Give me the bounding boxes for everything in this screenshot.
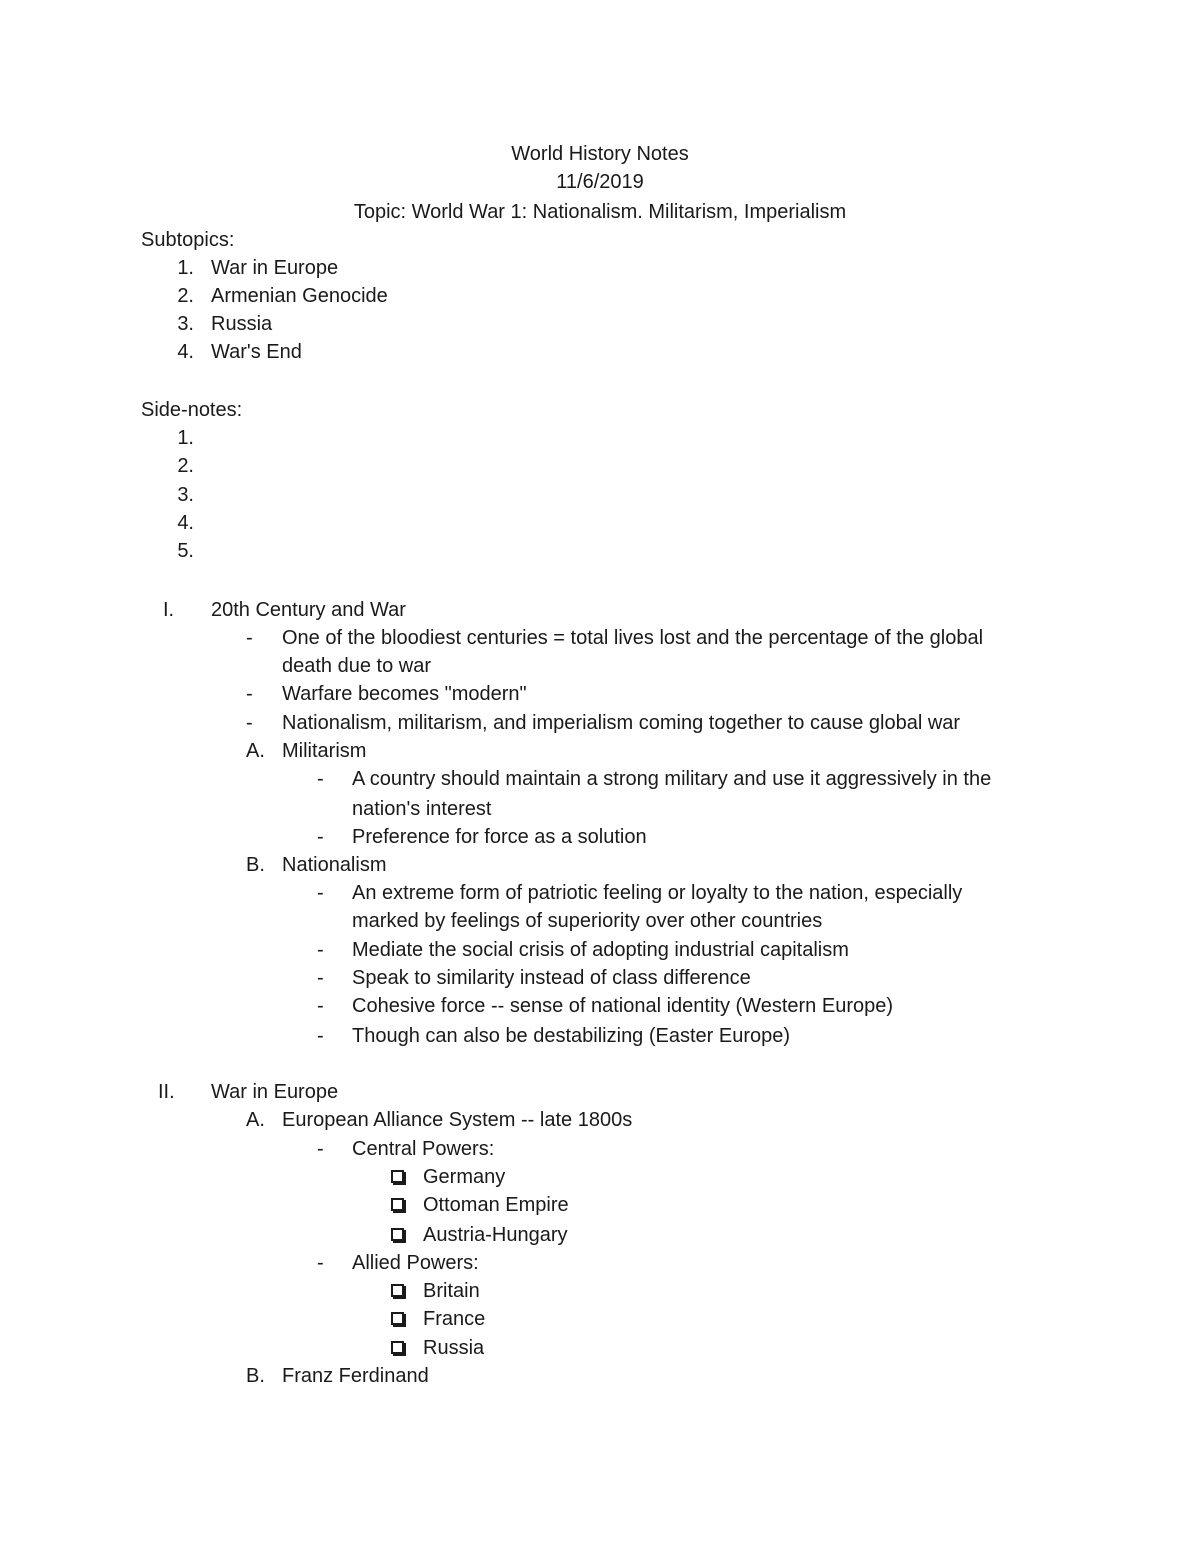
- checkbox-icon: [391, 1312, 404, 1325]
- bullet-text: Mediate the social crisis of adopting industrial capitalism: [352, 939, 849, 961]
- bullet-text: Though can also be destabilizing (Easter Europe): [352, 1025, 791, 1047]
- bullet-text: Warfare becomes "modern": [282, 683, 527, 705]
- bullet-dash: -: [246, 712, 253, 734]
- checklist-item: Germany: [423, 1166, 506, 1188]
- checkbox-icon: [391, 1198, 404, 1211]
- list-marker: 1.: [177, 427, 194, 449]
- checklist-item: Russia: [423, 1337, 485, 1359]
- subtopics-label: Subtopics:: [141, 229, 235, 251]
- group-label: Central Powers:: [352, 1138, 495, 1160]
- list-marker: 2.: [177, 285, 194, 307]
- bullet-dash: -: [317, 967, 324, 989]
- subtopic-item: Russia: [211, 313, 273, 335]
- subsection-title: Franz Ferdinand: [282, 1365, 429, 1387]
- checklist-item: France: [423, 1308, 486, 1330]
- section-title: War in Europe: [211, 1081, 339, 1103]
- bullet-dash: -: [246, 627, 253, 649]
- bullet-dash: -: [317, 1138, 324, 1160]
- subsection-marker: A.: [246, 1109, 265, 1131]
- subtopic-item: War in Europe: [211, 257, 339, 279]
- bullet-text: An extreme form of patriotic feeling or loyalty to the nation, especially: [352, 882, 963, 904]
- topic-line: Topic: World War 1: Nationalism. Militarism, Imperialism: [353, 201, 847, 223]
- bullet-dash: -: [317, 768, 324, 790]
- checklist-item: Austria-Hungary: [423, 1224, 568, 1246]
- list-marker: 4.: [177, 341, 194, 363]
- checkbox-icon: [391, 1228, 404, 1241]
- list-marker: 1.: [177, 257, 194, 279]
- subtopic-item: War's End: [211, 341, 302, 363]
- bullet-text: Cohesive force -- sense of national identity (Western Europe): [352, 995, 894, 1017]
- subsection-marker: B.: [246, 1365, 265, 1387]
- bullet-dash: -: [317, 826, 324, 848]
- section-marker: I.: [163, 599, 175, 621]
- bullet-text: Nationalism, militarism, and imperialism coming together to cause global war: [282, 712, 961, 734]
- bullet-dash: -: [246, 683, 253, 705]
- checkbox-icon: [391, 1170, 404, 1183]
- list-marker: 3.: [177, 313, 194, 335]
- bullet-text: death due to war: [282, 655, 431, 677]
- bullet-dash: -: [317, 882, 324, 904]
- subsection-title: Militarism: [282, 740, 367, 762]
- bullet-dash: -: [317, 939, 324, 961]
- list-marker: 5.: [177, 540, 194, 562]
- checklist-item: Ottoman Empire: [423, 1194, 569, 1216]
- subsection-title: Nationalism: [282, 854, 387, 876]
- group-label: Allied Powers:: [352, 1252, 479, 1274]
- checkbox-icon: [391, 1284, 404, 1297]
- bullet-dash: -: [317, 1025, 324, 1047]
- note-date: 11/6/2019: [556, 171, 644, 193]
- checklist-item: Britain: [423, 1280, 480, 1302]
- sidenotes-label: Side-notes:: [141, 399, 243, 421]
- subtopic-item: Armenian Genocide: [211, 285, 388, 307]
- subsection-marker: B.: [246, 854, 265, 876]
- bullet-text: Speak to similarity instead of class difference: [352, 967, 751, 989]
- bullet-dash: -: [317, 1252, 324, 1274]
- subsection-title: European Alliance System -- late 1800s: [282, 1109, 633, 1131]
- bullet-text: Preference for force as a solution: [352, 826, 647, 848]
- list-marker: 2.: [177, 455, 194, 477]
- bullet-text: A country should maintain a strong military and use it aggressively in the: [352, 768, 992, 790]
- bullet-dash: -: [317, 995, 324, 1017]
- subsection-marker: A.: [246, 740, 265, 762]
- bullet-text: nation's interest: [352, 798, 492, 820]
- bullet-text: One of the bloodiest centuries = total lives lost and the percentage of the global: [282, 627, 984, 649]
- list-marker: 4.: [177, 512, 194, 534]
- section-marker: II.: [158, 1081, 175, 1103]
- list-marker: 3.: [177, 484, 194, 506]
- page-title: World History Notes: [511, 143, 689, 165]
- checkbox-icon: [391, 1341, 404, 1354]
- section-title: 20th Century and War: [211, 599, 406, 621]
- bullet-text: marked by feelings of superiority over other countries: [352, 910, 823, 932]
